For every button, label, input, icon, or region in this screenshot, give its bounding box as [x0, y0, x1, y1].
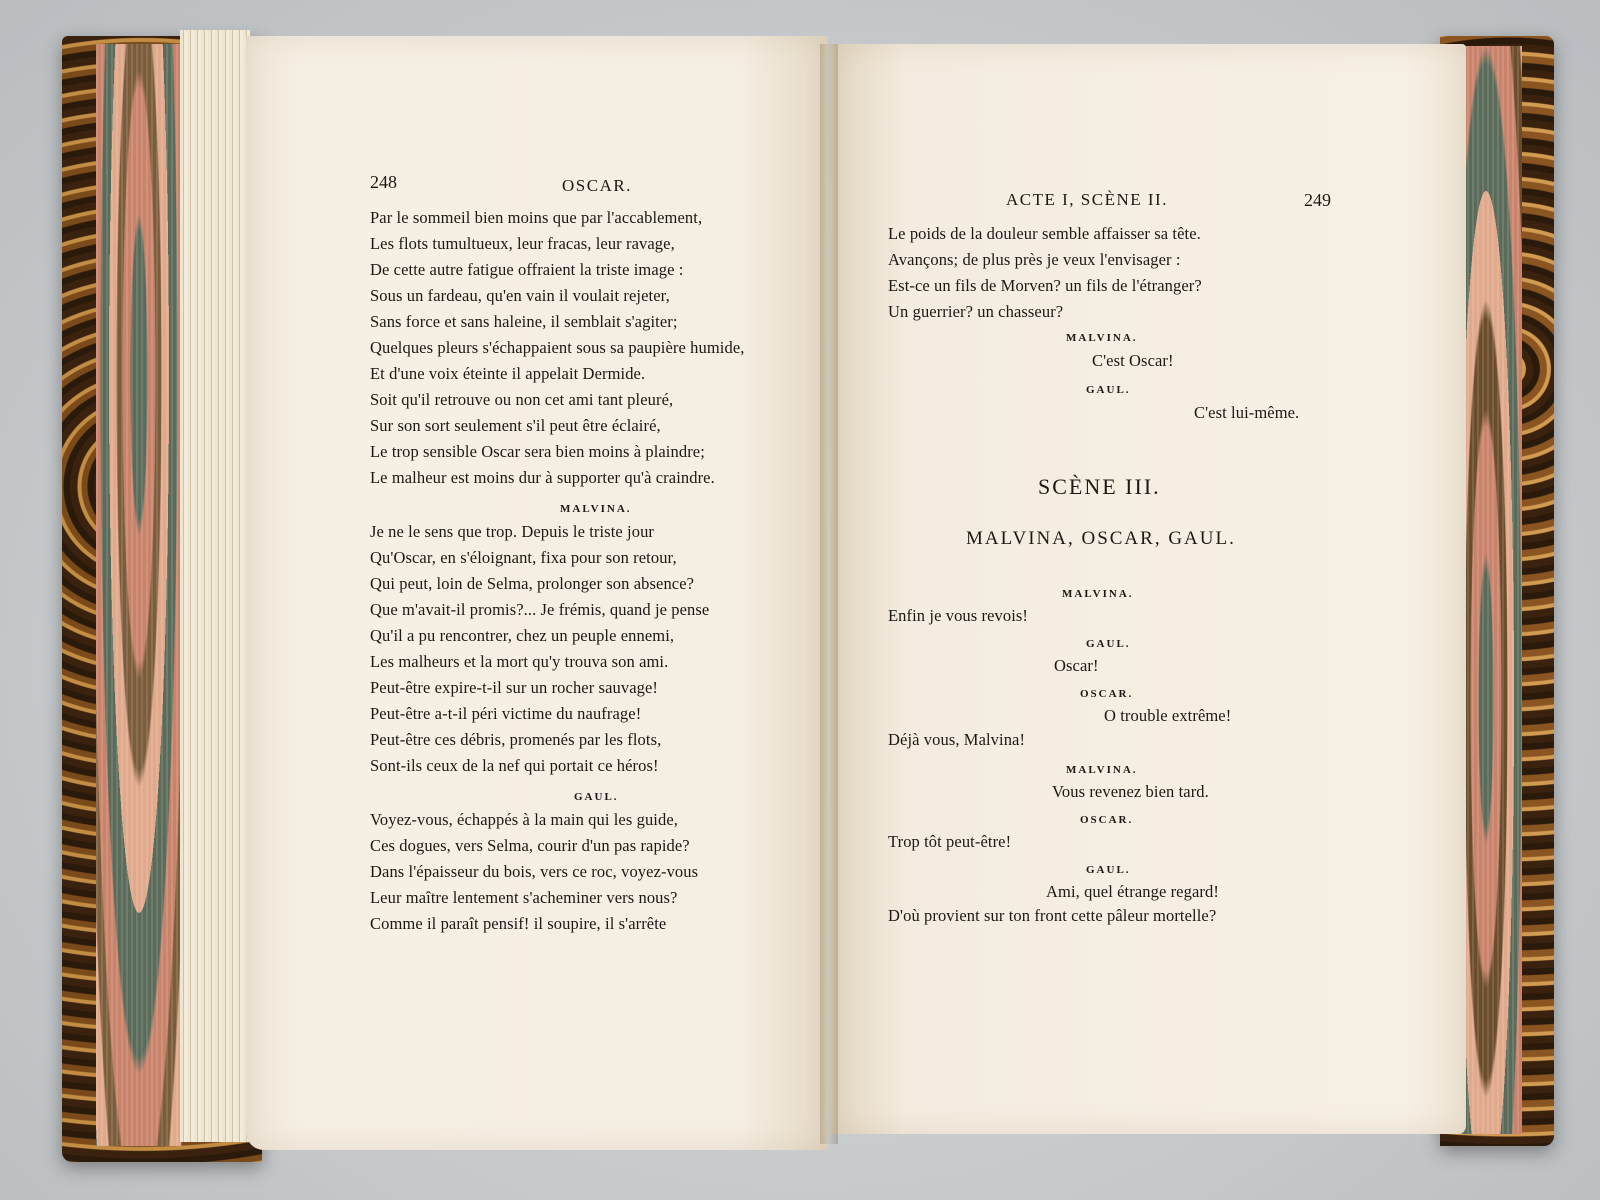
- verse-line: Vous revenez bien tard.: [1052, 782, 1209, 801]
- speaker-label: MALVINA.: [560, 503, 632, 515]
- speaker-label: MALVINA.: [1062, 588, 1134, 600]
- verse-line: Qu'il a pu rencontrer, chez un peuple ennemi,: [370, 626, 675, 645]
- speaker-label: GAUL.: [1086, 384, 1131, 396]
- left-page-number: 248: [370, 172, 397, 192]
- verse-line: Leur maître lentement s'acheminer vers nous?: [370, 888, 678, 907]
- right-page-number: 249: [1304, 190, 1331, 210]
- verse-line: Le poids de la douleur semble affaisser sa tête.: [888, 224, 1201, 243]
- left-marbled-edge: [96, 44, 182, 1146]
- speaker-label: OSCAR.: [1080, 688, 1134, 700]
- verse-line: Peut-être ces débris, promenés par les flots,: [370, 730, 662, 749]
- verse-line: Et d'une voix éteinte il appelait Dermide.: [370, 364, 646, 383]
- verse-line: Sur son sort seulement s'il peut être éclairé,: [370, 416, 661, 435]
- speaker-label: GAUL.: [1086, 864, 1131, 876]
- verse-line: C'est lui-même.: [1194, 403, 1300, 422]
- verse-line: Trop tôt peut-être!: [888, 832, 1012, 851]
- verse-line: De cette autre fatigue offraient la triste image :: [370, 260, 684, 279]
- verse-line: Quelques pleurs s'échappaient sous sa paupière humide,: [370, 338, 745, 357]
- verse-line: Sans force et sans haleine, il semblait s'agiter;: [370, 312, 678, 331]
- verse-line: Les flots tumultueux, leur fracas, leur ravage,: [370, 234, 675, 253]
- verse-line: Enfin je vous revois!: [888, 606, 1029, 625]
- verse-line: Ces dogues, vers Selma, courir d'un pas rapide?: [370, 836, 690, 855]
- right-running-head: ACTE I, SCÈNE II.: [1006, 190, 1168, 209]
- verse-line: Qui peut, loin de Selma, prolonger son absence?: [370, 574, 695, 593]
- scene-cast: MALVINA, OSCAR, GAUL.: [966, 528, 1236, 549]
- verse-line: Sous un fardeau, qu'en vain il voulait rejeter,: [370, 286, 670, 305]
- verse-line: Sont-ils ceux de la nef qui portait ce héros!: [370, 756, 659, 775]
- speaker-label: GAUL.: [1086, 638, 1131, 650]
- verse-line: D'où provient sur ton front cette pâleur mortelle?: [888, 906, 1217, 925]
- verse-line: Qu'Oscar, en s'éloignant, fixa pour son retour,: [370, 548, 677, 567]
- speaker-label: MALVINA.: [1066, 332, 1138, 344]
- verse-line: Est-ce un fils de Morven? un fils de l'étranger?: [888, 276, 1202, 295]
- verse-line: Un guerrier? un chasseur?: [888, 302, 1064, 321]
- left-page-block: [180, 30, 250, 1142]
- verse-line: Comme il paraît pensif! il soupire, il s'arrête: [370, 914, 667, 933]
- verse-line: Dans l'épaisseur du bois, vers ce roc, voyez-vous: [370, 862, 699, 881]
- verse-line: Ami, quel étrange regard!: [1046, 882, 1219, 901]
- verse-line: Voyez-vous, échappés à la main qui les guide,: [370, 810, 678, 829]
- left-running-head: OSCAR.: [562, 176, 632, 195]
- verse-line: C'est Oscar!: [1092, 351, 1174, 370]
- verse-line: Peut-être expire-t-il sur un rocher sauvage!: [370, 678, 658, 697]
- verse-line: Peut-être a-t-il péri victime du naufrage!: [370, 704, 642, 723]
- speaker-label: MALVINA.: [1066, 764, 1138, 776]
- verse-line: Avançons; de plus près je veux l'envisager :: [888, 250, 1181, 269]
- verse-line: Le malheur est moins dur à supporter qu'à craindre.: [370, 468, 715, 487]
- right-marbled-edge: [1462, 46, 1522, 1134]
- verse-line: Déjà vous, Malvina!: [888, 730, 1026, 749]
- verse-line: Le trop sensible Oscar sera bien moins à plaindre;: [370, 442, 705, 461]
- scene-title: SCÈNE III.: [1038, 474, 1161, 499]
- speaker-label: OSCAR.: [1080, 814, 1134, 826]
- verse-line: Par le sommeil bien moins que par l'accablement,: [370, 208, 703, 227]
- verse-line: Les malheurs et la mort qu'y trouva son ami.: [370, 652, 669, 671]
- verse-line: Oscar!: [1054, 656, 1099, 675]
- verse-line: Je ne le sens que trop. Depuis le triste jour: [370, 522, 655, 541]
- verse-line: Que m'avait-il promis?... Je frémis, quand je pense: [370, 600, 710, 619]
- book-gutter: [820, 44, 838, 1144]
- speaker-label: GAUL.: [574, 791, 619, 803]
- verse-line: Soit qu'il retrouve ou non cet ami tant pleuré,: [370, 390, 674, 409]
- verse-line: O trouble extrême!: [1104, 706, 1232, 725]
